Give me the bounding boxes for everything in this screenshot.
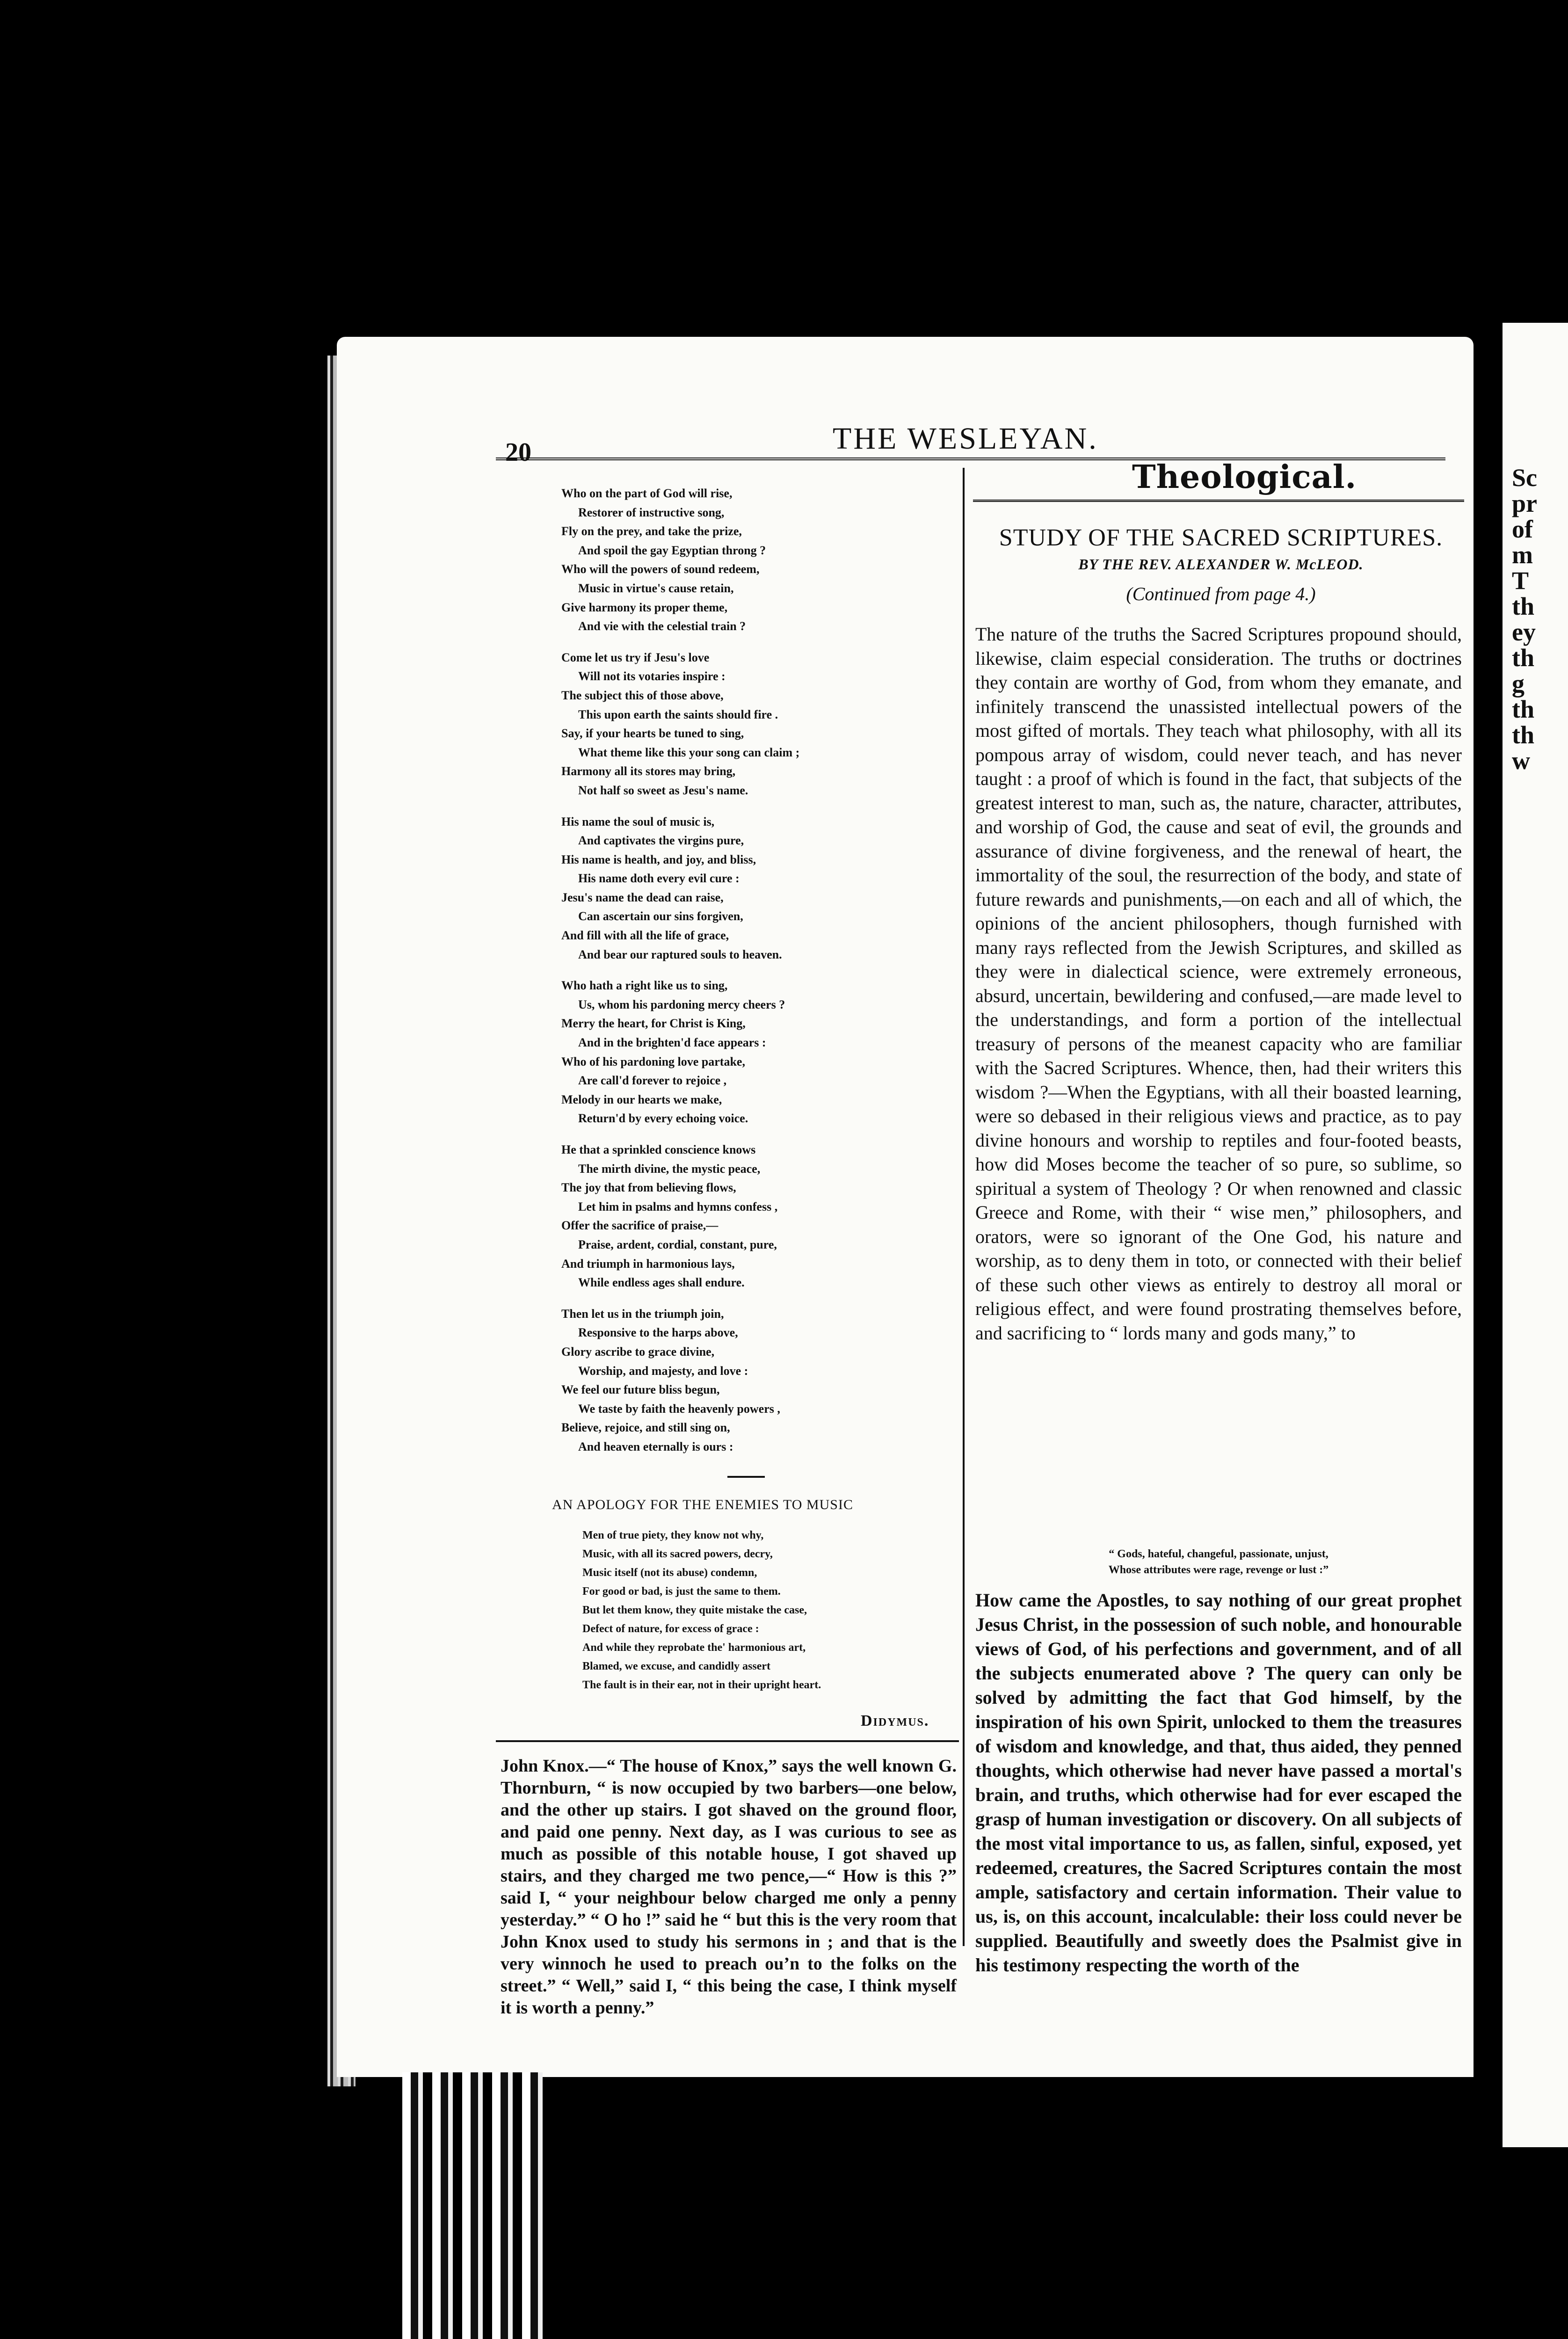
facing-page-text: th bbox=[1512, 721, 1535, 749]
facing-page-text: Sc bbox=[1512, 464, 1537, 492]
article-title: STUDY OF THE SACRED SCRIPTURES. bbox=[999, 524, 1443, 551]
poem-line: Harmony all its stores may bring, bbox=[561, 764, 736, 778]
knox-anecdote: John Knox.—“ The house of Knox,” says the well known G. Thornburn, “ is now occupied by two barbers—one below, and the other up stairs. I got shaved on the ground floor, and paid one penny. Next day, as I was curious to see as much as possible of this notable house, I got shaved up stairs, and they charged me two pence,—“ How is this ?” said I, “ your neighbour below charged me only a penny yesterday.” “ O ho !” said he “ but this is the very room that John Knox used to study his sermons in ; and that is the very winnoch he used to preach ou’n to the folks on the street.” “ Well,” said I, “ this being the case, I think myself it is worth a penny.” bbox=[501, 1756, 957, 2018]
poem-line: And bear our raptured souls to heaven. bbox=[578, 947, 782, 961]
facing-page-text: of bbox=[1512, 515, 1533, 543]
page-number: 20 bbox=[505, 438, 531, 467]
poem-line: Responsive to the harps above, bbox=[578, 1326, 738, 1340]
poem-line: Who will the powers of sound redeem, bbox=[561, 562, 760, 576]
poem-line: Give harmony its proper theme, bbox=[561, 600, 728, 614]
apology-line: But let them know, they quite mistake the case, bbox=[582, 1604, 807, 1616]
poem-line: He that a sprinkled conscience knows bbox=[561, 1143, 756, 1156]
poem-line: And captivates the virgins pure, bbox=[578, 834, 744, 848]
poem-line: We taste by faith the heavenly powers , bbox=[578, 1402, 780, 1416]
facing-page-text: m bbox=[1512, 541, 1533, 569]
facing-page-text: th bbox=[1512, 592, 1535, 620]
apology-line: Defect of nature, for excess of grace : bbox=[582, 1623, 759, 1635]
poem-stanza bbox=[561, 484, 945, 636]
facing-page-text: T bbox=[1512, 567, 1529, 595]
poem-line: Restorer of instructive song, bbox=[578, 505, 725, 519]
facing-page-text: g bbox=[1512, 669, 1524, 697]
running-title: THE WESLEYAN. bbox=[833, 421, 1098, 456]
binding-clip bbox=[402, 2072, 543, 2339]
poem-line: Not half so sweet as Jesu's name. bbox=[578, 783, 748, 797]
apology-line: Blamed, we excuse, and candidly assert bbox=[582, 1660, 770, 1672]
poem-line: Say, if your hearts be tuned to sing, bbox=[561, 726, 744, 741]
apology-line: Music itself (not its abuse) condemn, bbox=[582, 1567, 757, 1579]
poem-line: Let him in psalms and hymns confess , bbox=[578, 1199, 778, 1213]
article-body-part1: The nature of the truths the Sacred Scriptures propound should, likewise, claim especial consideration. The truths or doctrines they contain are worthy of God, from whom they emanate, and infinitely transcend the unassisted intellectual powers of the most gifted of mortals. They teach what philosophy, with all its pompous array of wisdom, could never teach, and has never taught : a proof of which is found in the fact, that subjects of the greatest interest to man, such as, the nature, character, attributes, and worship of God, the cause and seat of evil, the grounds and assurance of divine forgiveness, and the renewal of heart, the immortality of the soul, the resurrection of the body, and state of future rewards and punishments,—on each and all of which, the opinions of the ancient philosophers, though furnished with many rays reflected from the Jewish Scriptures, and skilled as they were in dialectical science, were extremely erroneous, absurd, uncertain, bewildering and confused,—are made level to the understandings, and form a portion of the intellectual treasury of persons of the meanest capacity who are familiar with the Sacred Scriptures. Whence, then, had their writers this wisdom ?—When the Egyptians, with all their boasted learning, were so debased in their religious views and practice, as to pay divine honours and worship to reptiles and four-footed beasts, how did Moses become the teacher of so pure, so sublime, so spiritual a system of Theology ? Or when renowned and classic Greece and Rome, with their “ wise men,” philosophers, and orators, were so ignorant of the One God, his nature and worship, as to deny them in toto, or connected with their belief of these such other views as entirely to destroy all moral or religious effect, and were found prostrating themselves before, and sacrificing to “ lords many and gods many,” to bbox=[975, 624, 1462, 1344]
facing-page-fragment bbox=[1503, 323, 1568, 2147]
poem-line: And fill with all the life of grace, bbox=[561, 929, 729, 943]
facing-page-text: th bbox=[1512, 644, 1535, 672]
poem-line: Worship, and majesty, and love : bbox=[578, 1364, 748, 1378]
poem-line: And triumph in harmonious lays, bbox=[561, 1257, 735, 1271]
verse-quote bbox=[992, 1546, 1445, 1578]
poem-line: Fly on the prey, and take the prize, bbox=[561, 524, 742, 538]
poem-line: His name is health, and joy, and bliss, bbox=[561, 852, 756, 866]
poem-line: Are call'd forever to rejoice , bbox=[578, 1074, 727, 1088]
section-divider bbox=[496, 1740, 959, 1742]
article-byline: BY THE REV. ALEXANDER W. McLEOD. bbox=[1078, 556, 1364, 573]
signature: Didymus. bbox=[861, 1712, 929, 1729]
poem-line: While endless ages shall endure. bbox=[578, 1276, 745, 1290]
column-rule bbox=[963, 468, 965, 1946]
poem-line: His name doth every evil cure : bbox=[578, 872, 740, 886]
poem-line: Glory ascribe to grace divine, bbox=[561, 1344, 715, 1358]
poem-line: Music in virtue's cause retain, bbox=[578, 581, 734, 595]
facing-page-text: th bbox=[1512, 695, 1535, 723]
apology-line: For good or bad, is just the same to them. bbox=[582, 1585, 781, 1598]
poem-line: And vie with the celestial train ? bbox=[578, 619, 746, 633]
poem-line: His name the soul of music is, bbox=[561, 814, 715, 828]
poem-line: Then let us in the triumph join, bbox=[561, 1307, 724, 1321]
poem-line: Offer the sacrifice of praise,— bbox=[561, 1219, 719, 1233]
poem-stanza bbox=[561, 813, 945, 965]
poem-line: Who hath a right like us to sing, bbox=[561, 979, 728, 993]
apology-title: AN APOLOGY FOR THE ENEMIES TO MUSIC bbox=[552, 1497, 853, 1512]
poem-line: Believe, rejoice, and still sing on, bbox=[561, 1421, 730, 1435]
poem-stanza bbox=[561, 1140, 945, 1293]
facing-page-text: ey bbox=[1512, 618, 1536, 646]
poem-divider bbox=[727, 1476, 765, 1478]
poem-line: Us, whom his pardoning mercy cheers ? bbox=[578, 997, 785, 1011]
poem-line: Merry the heart, for Christ is King, bbox=[561, 1017, 746, 1031]
apology-line: And while they reprobate the' harmonious art, bbox=[582, 1642, 806, 1654]
section-heading: Theological. bbox=[1132, 458, 1357, 496]
poem-line: Return'd by every echoing voice. bbox=[578, 1111, 748, 1126]
poem-line: And spoil the gay Egyptian throng ? bbox=[578, 543, 766, 557]
poem-line: This upon earth the saints should fire . bbox=[578, 707, 778, 721]
poem-line: Who of his pardoning love partake, bbox=[561, 1054, 745, 1068]
poem-line: We feel our future bliss begun, bbox=[561, 1383, 720, 1397]
poem-stanza bbox=[561, 648, 945, 800]
poem-line: What theme like this your song can claim ; bbox=[578, 745, 800, 759]
section-heading-rule bbox=[973, 500, 1464, 502]
poem bbox=[561, 484, 945, 1469]
facing-page-text: pr bbox=[1512, 489, 1537, 517]
continued-note: (Continued from page 4.) bbox=[1126, 583, 1316, 604]
poem-line: Melody in our hearts we make, bbox=[561, 1092, 722, 1106]
poem-stanza bbox=[561, 1305, 945, 1457]
poem-line: And heaven eternally is ours : bbox=[578, 1439, 733, 1453]
facing-page-text: w bbox=[1512, 747, 1530, 775]
poem-line: Come let us try if Jesu's love bbox=[561, 650, 710, 664]
poem-line: Jesu's name the dead can raise, bbox=[561, 890, 724, 904]
apology-line: The fault is in their ear, not in their upright heart. bbox=[582, 1679, 821, 1691]
article-body-part2: How came the Apostles, to say nothing of our great prophet Jesus Christ, in the possession of such noble, and honourable views of God, of his perfections and government, and of all the subjects enumerated above ? The query can only be solved by admitting the fact that God himself, by the inspiration of his own Spirit, unlocked to them the treasures of wisdom and knowledge, and that, thus aided, they penned thoughts, which otherwise had never have passed a mortal's brain, and truths, which otherwise had for ever escaped the grasp of human investigation or discovery. On all subjects of the most vital importance to us, as fallen, sinful, exposed, yet redeemed, creatures, the Sacred Scriptures contain the most ample, satisfactory and certain information. Their value to us, is, on this account, incalculable: their loss could never be supplied. Beautifully and sweetly does the Psalmist give in his testimony respecting the worth of the bbox=[975, 1590, 1462, 1976]
apology-poem bbox=[582, 1526, 957, 1694]
poem-line: And in the brighten'd face appears : bbox=[578, 1036, 766, 1050]
apology-line: Men of true piety, they know not why, bbox=[582, 1529, 764, 1541]
quote-line: “ Gods, hateful, changeful, passionate, unjust, bbox=[1109, 1548, 1328, 1560]
poem-line: The subject this of those above, bbox=[561, 688, 724, 702]
poem-line: The mirth divine, the mystic peace, bbox=[578, 1162, 761, 1176]
poem-stanza bbox=[561, 976, 945, 1128]
poem-line: Can ascertain our sins forgiven, bbox=[578, 909, 743, 923]
poem-line: The joy that from believing flows, bbox=[561, 1181, 736, 1195]
apology-line: Music, with all its sacred powers, decry, bbox=[582, 1548, 773, 1560]
poem-line: Who on the part of God will rise, bbox=[561, 487, 733, 500]
poem-line: Will not its votaries inspire : bbox=[578, 669, 726, 683]
poem-line: Praise, ardent, cordial, constant, pure, bbox=[578, 1237, 777, 1251]
quote-line: Whose attributes were rage, revenge or lust :” bbox=[1108, 1564, 1329, 1576]
